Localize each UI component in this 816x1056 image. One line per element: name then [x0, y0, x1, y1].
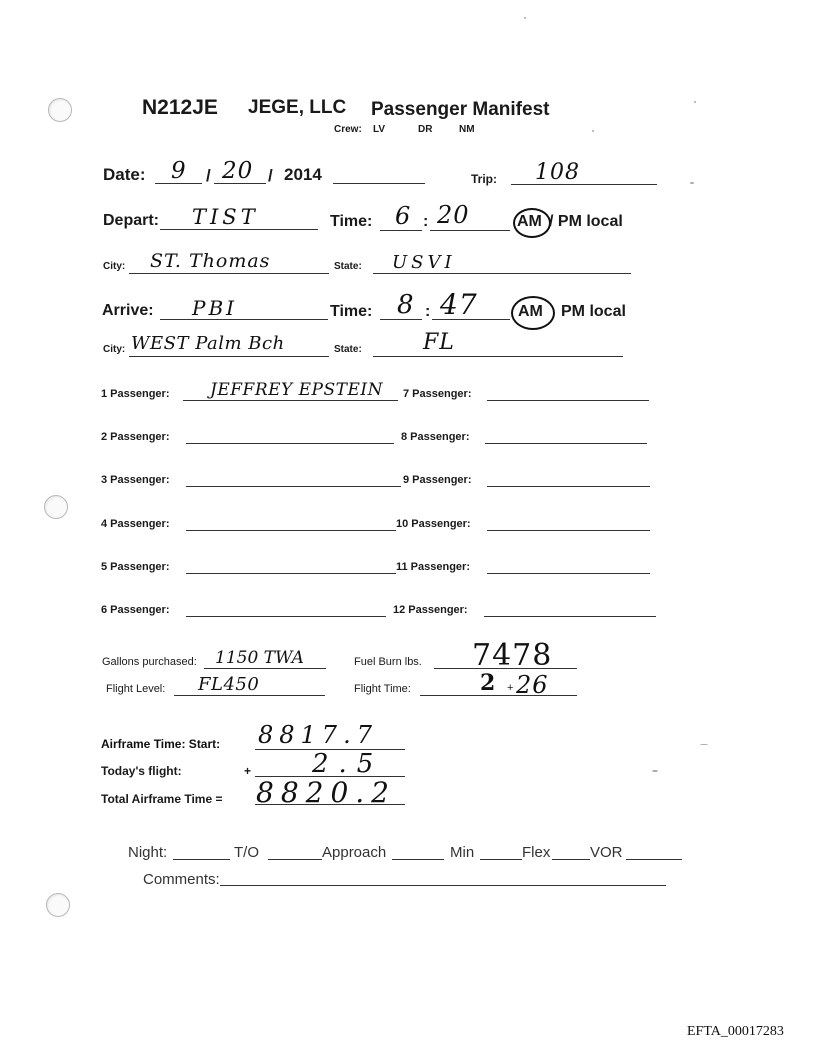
arrive-state-line: [373, 356, 623, 357]
night-line: [173, 859, 230, 860]
passenger-1-line: [183, 400, 398, 401]
passenger-9-label: 9 Passenger:: [403, 474, 472, 486]
takeoff-line: [268, 859, 322, 860]
takeoff-label: T/O: [234, 844, 259, 861]
depart-hour: 6: [395, 202, 412, 230]
passenger-10-line: [487, 530, 650, 531]
document-title: Passenger Manifest: [371, 99, 550, 120]
arrive-state: FL: [423, 330, 455, 355]
depart-line: [160, 229, 318, 230]
trip-number: 108: [535, 160, 580, 185]
flight-time-plus: +: [507, 682, 514, 694]
flight-level-line: [174, 695, 325, 696]
binder-hole-top: [48, 98, 72, 122]
flight-level-label: Flight Level:: [106, 683, 166, 695]
arrive-time-label: Time:: [330, 303, 373, 320]
crew-member-3: NM: [459, 124, 475, 135]
passenger-2-label: 2 Passenger:: [101, 431, 170, 443]
date-separator: /: [206, 166, 211, 185]
company-name: JEGE, LLC: [248, 97, 347, 118]
passenger-1-name: JEFFREY EPSTEIN: [210, 380, 383, 400]
arrive-city: WEST Palm Bch: [131, 333, 285, 354]
passenger-3-line: [186, 486, 401, 487]
depart-colon: :: [423, 213, 429, 230]
passenger-12-line: [484, 616, 656, 617]
trip-line: [511, 184, 657, 185]
tail-number: N212JE: [142, 96, 218, 119]
depart-city-label: City:: [103, 261, 126, 272]
trip-label: Trip:: [471, 172, 497, 186]
passenger-8-line: [485, 443, 647, 444]
today-flight-value: 2.5: [312, 749, 384, 779]
airframe-start-value: 8817.7: [258, 721, 378, 749]
arrive-hour: 8: [397, 290, 415, 320]
document-id-stamp: EFTA_00017283: [687, 1024, 784, 1039]
approach-line: [392, 859, 444, 860]
depart-label: Depart:: [103, 212, 160, 229]
date-separator: /: [268, 166, 273, 185]
passenger-11-label: 11 Passenger:: [396, 561, 470, 573]
passenger-3-label: 3 Passenger:: [101, 474, 170, 486]
depart-am: AM: [517, 213, 542, 230]
binder-hole-middle: [44, 495, 68, 519]
date-day: 20: [222, 158, 254, 184]
night-label: Night:: [128, 844, 168, 861]
flex-label: Flex: [522, 844, 551, 861]
arrive-state-label: State:: [334, 344, 362, 355]
vor-line: [626, 859, 682, 860]
comments-label: Comments:: [143, 871, 220, 888]
crew-member-1: LV: [373, 124, 386, 135]
arrive-label: Arrive:: [102, 302, 154, 319]
arrive-pm-local: PM local: [561, 303, 626, 320]
passenger-4-line: [186, 530, 396, 531]
flight-level-value: FL450: [198, 674, 260, 695]
flex-line: [552, 859, 590, 860]
passenger-6-line: [186, 616, 386, 617]
scan-speck: [690, 182, 694, 184]
date-label: Date:: [103, 165, 146, 184]
scan-speck: [524, 17, 526, 19]
depart-city-line: [129, 273, 329, 274]
scan-speck: [700, 744, 708, 745]
date-month: 9: [171, 158, 187, 184]
passenger-5-line: [186, 573, 396, 574]
scan-speck: [592, 130, 594, 132]
passenger-2-line: [186, 443, 394, 444]
passenger-11-line: [487, 573, 650, 574]
flight-time-line: [420, 695, 577, 696]
total-airframe-value: 8820.2: [256, 776, 396, 809]
scan-speck: [694, 101, 696, 103]
comments-line: [220, 885, 666, 886]
total-airframe-label: Total Airframe Time =: [101, 792, 223, 806]
depart-state-line: [373, 273, 631, 274]
passenger-9-line: [487, 486, 650, 487]
flight-time-minutes: 26: [516, 671, 549, 699]
gallons-label: Gallons purchased:: [102, 656, 197, 668]
gallons-line: [204, 668, 326, 669]
crew-label: Crew:: [334, 124, 362, 135]
arrive-city-line: [129, 356, 329, 357]
passenger-8-label: 8 Passenger:: [401, 431, 470, 443]
depart-hour-line: [380, 230, 422, 231]
passenger-6-label: 6 Passenger:: [101, 604, 170, 616]
depart-pm-local: / PM local: [549, 213, 623, 230]
arrive-code: PBI: [192, 296, 238, 320]
arrive-minute: 47: [440, 288, 478, 321]
arrive-am: AM: [518, 303, 543, 320]
fuel-burn-value: 7478: [472, 638, 553, 673]
airframe-start-label: Airframe Time: Start:: [101, 737, 221, 751]
approach-label: Approach: [322, 844, 387, 861]
min-line: [480, 859, 522, 860]
depart-minute: 20: [437, 201, 470, 229]
date-year: 2014: [284, 165, 322, 184]
today-flight-plus: +: [244, 764, 252, 778]
flight-time-label: Flight Time:: [354, 683, 411, 695]
passenger-10-label: 10 Passenger:: [396, 518, 471, 530]
passenger-7-label: 7 Passenger:: [403, 388, 472, 400]
crew-member-2: DR: [418, 124, 433, 135]
passenger-12-label: 12 Passenger:: [393, 604, 468, 616]
depart-minute-line: [430, 230, 510, 231]
depart-code: TIST: [192, 205, 259, 229]
min-label: Min: [450, 844, 475, 861]
passenger-4-label: 4 Passenger:: [101, 518, 170, 530]
arrive-line: [160, 319, 328, 320]
vor-label: VOR: [590, 844, 623, 861]
today-flight-label: Today's flight:: [101, 764, 182, 778]
arrive-city-label: City:: [103, 344, 126, 355]
depart-city: ST. Thomas: [150, 250, 271, 272]
passenger-1-label: 1 Passenger:: [101, 388, 170, 400]
scan-speck: [652, 770, 658, 772]
flight-time-hours: 2: [480, 670, 497, 696]
depart-state-label: State:: [334, 261, 362, 272]
depart-state: USVI: [392, 252, 456, 273]
arrive-colon: :: [425, 303, 431, 320]
passenger-7-line: [487, 400, 649, 401]
date-year-line: [333, 183, 425, 184]
depart-time-label: Time:: [330, 213, 373, 230]
gallons-value: 1150 TWA: [215, 648, 304, 668]
passenger-5-label: 5 Passenger:: [101, 561, 170, 573]
fuel-burn-label: Fuel Burn lbs.: [354, 656, 422, 668]
binder-hole-bottom: [46, 893, 70, 917]
